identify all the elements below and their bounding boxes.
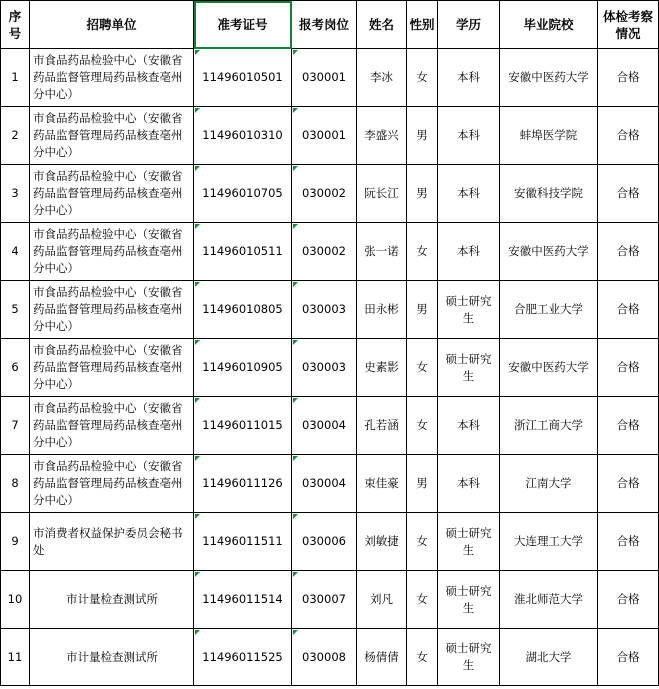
cell-name[interactable]: 李盛兴 [357, 107, 407, 165]
cell-name[interactable]: 束佳豪 [357, 455, 407, 513]
cell-seq[interactable]: 7 [1, 397, 30, 455]
cell-education[interactable]: 本科 [438, 165, 500, 223]
table-body [1, 49, 659, 686]
cell-exam-no[interactable]: 11496011126 [194, 455, 292, 513]
cell-seq[interactable]: 2 [1, 107, 30, 165]
cell-position[interactable]: 030004 [292, 455, 357, 513]
table-row [1, 107, 659, 165]
table-row [1, 629, 659, 686]
header-name[interactable]: 姓名 [357, 1, 407, 49]
cell-position[interactable]: 030002 [292, 165, 357, 223]
table-row [1, 281, 659, 339]
cell-education[interactable]: 本科 [438, 107, 500, 165]
cell-school[interactable]: 蚌埠医学院 [500, 107, 598, 165]
cell-result[interactable]: 合格 [598, 455, 659, 513]
cell-position[interactable]: 030006 [292, 513, 357, 571]
cell-result[interactable]: 合格 [598, 513, 659, 571]
cell-school[interactable]: 安徽中医药大学 [500, 223, 598, 281]
table-row [1, 397, 659, 455]
cell-name[interactable]: 史素影 [357, 339, 407, 397]
header-education[interactable]: 学历 [438, 1, 500, 49]
cell-education[interactable]: 硕士研究生 [438, 513, 500, 571]
cell-position[interactable]: 030002 [292, 223, 357, 281]
cell-education[interactable]: 硕士研究生 [438, 571, 500, 629]
cell-school[interactable]: 安徽中医药大学 [500, 339, 598, 397]
cell-seq[interactable]: 6 [1, 339, 30, 397]
header-seq[interactable]: 序号 [1, 1, 30, 49]
cell-position[interactable]: 030003 [292, 339, 357, 397]
cell-unit[interactable]: 市食品药品检验中心（安徽省药品监督管理局药品核查亳州分中心） [30, 223, 194, 281]
cell-gender[interactable]: 男 [407, 107, 438, 165]
header-exam-no[interactable]: 准考证号 [194, 1, 292, 49]
cell-exam-no[interactable]: 11496010905 [194, 339, 292, 397]
cell-result[interactable]: 合格 [598, 281, 659, 339]
cell-exam-no[interactable]: 11496010501 [194, 49, 292, 107]
header-result[interactable]: 体检考察情况 [598, 1, 659, 49]
cell-seq[interactable]: 9 [1, 513, 30, 571]
cell-unit[interactable]: 市食品药品检验中心（安徽省药品监督管理局药品核查亳州分中心） [30, 49, 194, 107]
cell-education[interactable]: 本科 [438, 49, 500, 107]
cell-seq[interactable]: 5 [1, 281, 30, 339]
cell-school[interactable]: 江南大学 [500, 455, 598, 513]
cell-position[interactable]: 030004 [292, 397, 357, 455]
cell-exam-no[interactable]: 11496011015 [194, 397, 292, 455]
cell-result[interactable]: 合格 [598, 571, 659, 629]
cell-seq[interactable]: 11 [1, 629, 30, 686]
cell-gender[interactable]: 男 [407, 281, 438, 339]
cell-unit[interactable]: 市食品药品检验中心（安徽省药品监督管理局药品核查亳州分中心） [30, 339, 194, 397]
cell-unit[interactable]: 市食品药品检验中心（安徽省药品监督管理局药品核查亳州分中心） [30, 397, 194, 455]
table-row [1, 513, 659, 571]
cell-position[interactable]: 030001 [292, 107, 357, 165]
cell-seq[interactable]: 1 [1, 49, 30, 107]
cell-education[interactable]: 硕士研究生 [438, 629, 500, 686]
cell-result[interactable]: 合格 [598, 629, 659, 686]
cell-school[interactable]: 合肥工业大学 [500, 281, 598, 339]
cell-result[interactable]: 合格 [598, 107, 659, 165]
cell-unit[interactable]: 市食品药品检验中心（安徽省药品监督管理局药品核查亳州分中心） [30, 281, 194, 339]
cell-unit[interactable]: 市食品药品检验中心（安徽省药品监督管理局药品核查亳州分中心） [30, 107, 194, 165]
cell-exam-no[interactable]: 11496010805 [194, 281, 292, 339]
cell-position[interactable]: 030001 [292, 49, 357, 107]
cell-result[interactable]: 合格 [598, 223, 659, 281]
cell-exam-no[interactable]: 11496010705 [194, 165, 292, 223]
cell-exam-no[interactable]: 11496010310 [194, 107, 292, 165]
cell-exam-no[interactable]: 11496011525 [194, 629, 292, 686]
cell-name[interactable]: 刘敏捷 [357, 513, 407, 571]
cell-education[interactable]: 本科 [438, 223, 500, 281]
header-position[interactable]: 报考岗位 [292, 1, 357, 49]
cell-school[interactable]: 安徽科技学院 [500, 165, 598, 223]
cell-name[interactable]: 李冰 [357, 49, 407, 107]
table-row [1, 455, 659, 513]
header-school[interactable]: 毕业院校 [500, 1, 598, 49]
cell-seq[interactable]: 4 [1, 223, 30, 281]
cell-gender[interactable]: 女 [407, 513, 438, 571]
table-row [1, 339, 659, 397]
table-row [1, 49, 659, 107]
cell-gender[interactable]: 女 [407, 49, 438, 107]
cell-unit[interactable]: 市食品药品检验中心（安徽省药品监督管理局药品核查亳州分中心） [30, 455, 194, 513]
cell-gender[interactable]: 女 [407, 223, 438, 281]
cell-name[interactable]: 阮长江 [357, 165, 407, 223]
cell-unit[interactable]: 市计量检查测试所 [30, 571, 194, 629]
cell-seq[interactable]: 3 [1, 165, 30, 223]
cell-gender[interactable]: 女 [407, 629, 438, 686]
cell-name[interactable]: 孔若涵 [357, 397, 407, 455]
cell-school[interactable]: 淮北师范大学 [500, 571, 598, 629]
cell-education[interactable]: 硕士研究生 [438, 339, 500, 397]
cell-gender[interactable]: 女 [407, 339, 438, 397]
cell-unit[interactable]: 市消费者权益保护委员会秘书处 [30, 513, 194, 571]
cell-unit[interactable]: 市计量检查测试所 [30, 629, 194, 686]
cell-result[interactable]: 合格 [598, 339, 659, 397]
header-gender[interactable]: 性别 [407, 1, 438, 49]
cell-name[interactable]: 刘凡 [357, 571, 407, 629]
cell-education[interactable]: 本科 [438, 397, 500, 455]
cell-school[interactable]: 浙江工商大学 [500, 397, 598, 455]
header-unit[interactable]: 招聘单位 [30, 1, 194, 49]
cell-exam-no[interactable]: 11496010511 [194, 223, 292, 281]
header-row [1, 1, 659, 49]
cell-name[interactable]: 杨倩倩 [357, 629, 407, 686]
cell-name[interactable]: 张一诺 [357, 223, 407, 281]
table-row [1, 223, 659, 281]
cell-school[interactable]: 湖北大学 [500, 629, 598, 686]
cell-exam-no[interactable]: 11496011514 [194, 571, 292, 629]
cell-gender[interactable]: 男 [407, 455, 438, 513]
cell-gender[interactable]: 男 [407, 165, 438, 223]
cell-unit[interactable]: 市食品药品检验中心（安徽省药品监督管理局药品核查亳州分中心） [30, 165, 194, 223]
cell-position[interactable]: 030007 [292, 571, 357, 629]
cell-seq[interactable]: 10 [1, 571, 30, 629]
cell-result[interactable]: 合格 [598, 165, 659, 223]
cell-school[interactable]: 大连理工大学 [500, 513, 598, 571]
cell-result[interactable]: 合格 [598, 49, 659, 107]
cell-name[interactable]: 田永彬 [357, 281, 407, 339]
cell-school[interactable]: 安徽中医药大学 [500, 49, 598, 107]
table-row [1, 165, 659, 223]
cell-education[interactable]: 硕士研究生 [438, 281, 500, 339]
cell-result[interactable]: 合格 [598, 397, 659, 455]
cell-position[interactable]: 030003 [292, 281, 357, 339]
cell-gender[interactable]: 女 [407, 397, 438, 455]
cell-education[interactable]: 本科 [438, 455, 500, 513]
cell-gender[interactable]: 女 [407, 571, 438, 629]
cell-seq[interactable]: 8 [1, 455, 30, 513]
cell-exam-no[interactable]: 11496011511 [194, 513, 292, 571]
cell-position[interactable]: 030008 [292, 629, 357, 686]
table-row [1, 571, 659, 629]
